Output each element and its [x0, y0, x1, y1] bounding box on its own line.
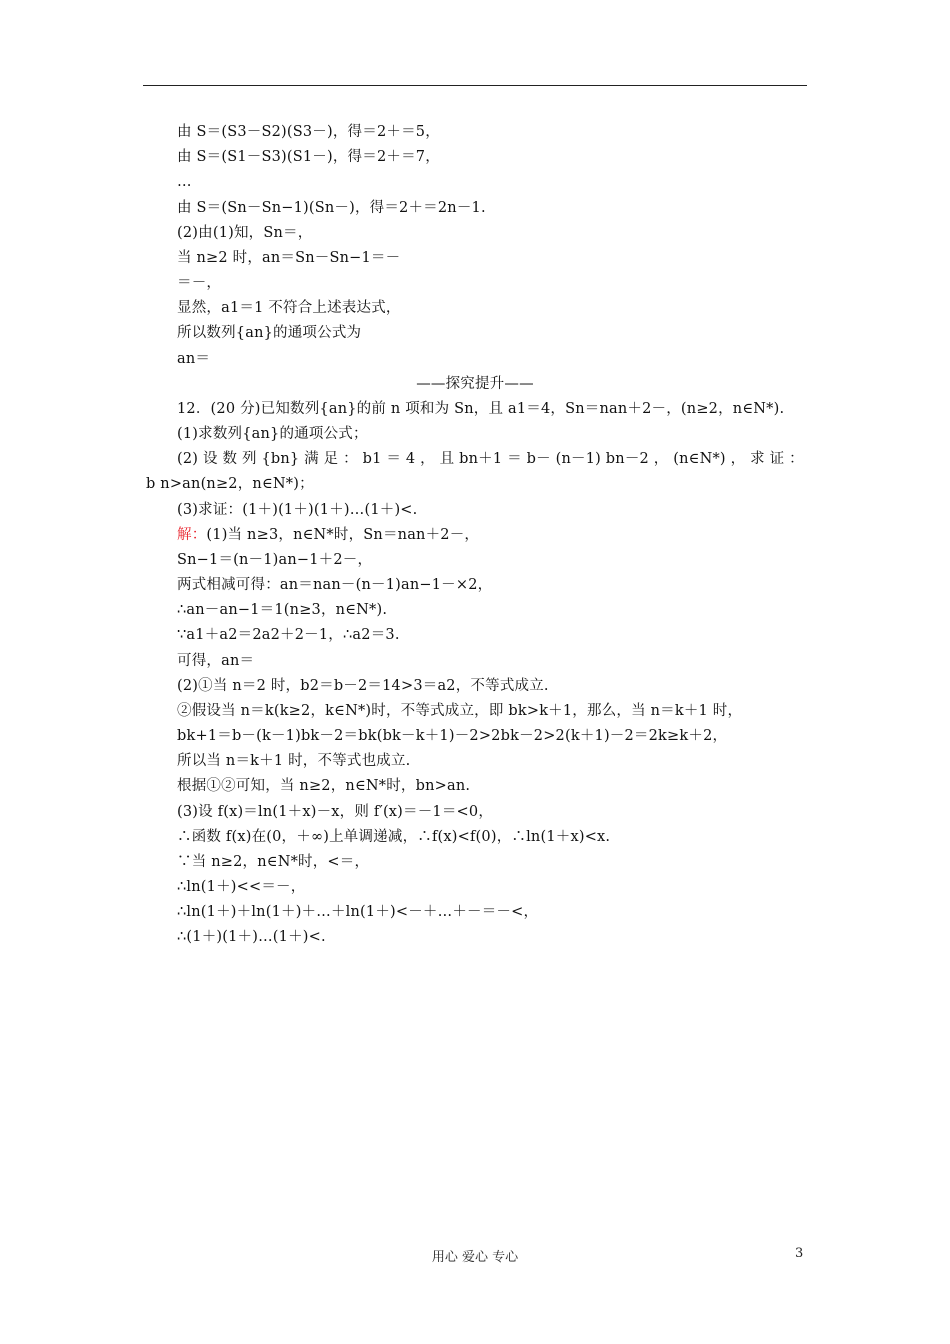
page-number: 3	[795, 1246, 804, 1261]
text-line: ∴an－an−1＝1(n≥3，n∈N*).	[177, 602, 388, 618]
text-line: 根据①②可知，当 n≥2，n∈N*时，bn>an.	[177, 778, 471, 794]
text-line: ∴ln(1＋)＋ln(1＋)＋…＋ln(1＋)<－＋…＋－＝－<，	[177, 904, 539, 920]
text-line: ＝－，	[177, 275, 222, 291]
header-rule	[143, 85, 807, 86]
text-line: bk+1＝b－(k－1)bk－2＝bk(bk－k＋1)－2>2bk－2>2(k＋1)－2＝2k≥k＋2，	[177, 728, 728, 744]
text-line: ∴(1＋)(1＋)…(1＋)<.	[177, 929, 326, 945]
text-line: 由 S＝(S3－S2)(S3－)，得＝2＋＝5，	[177, 124, 440, 140]
text-line: 显然，a1＝1 不符合上述表达式，	[177, 300, 401, 316]
text-line: an＝	[177, 351, 211, 367]
section-heading: ——探究提升——	[416, 376, 534, 392]
text-line: ∴ln(1＋)<<＝－，	[177, 879, 306, 895]
answer-label: 解：	[177, 527, 207, 543]
problem-statement: 12．(20 分)已知数列{an}的前 n 项和为 Sn，且 a1＝4，Sn＝nan＋2－，(n≥2，n∈N*).	[177, 401, 785, 417]
text-line: …	[177, 174, 192, 190]
text-line: (1)求数列{an}的通项公式；	[177, 426, 368, 442]
text-line: 所以当 n＝k＋1 时，不等式也成立.	[177, 753, 411, 769]
text-line: 当 n≥2 时，an＝Sn－Sn−1＝－	[177, 250, 401, 266]
text-line: 由 S＝(S1－S3)(S1－)，得＝2＋＝7，	[177, 149, 440, 165]
solution-first-line	[177, 523, 479, 547]
footer-text: 用心 爱心 专心	[431, 1250, 519, 1265]
text-line: 可得，an＝	[177, 653, 255, 669]
text-line: (1)当 n≥3，n∈N*时，Sn＝nan＋2－，	[206, 527, 480, 543]
text-line: ∵当 n≥2，n∈N*时，<＝，	[177, 854, 370, 870]
text-line: (3)设 f(x)＝ln(1＋x)－x，则 f′(x)＝－1＝<0，	[177, 804, 494, 820]
text-line: (2)①当 n＝2 时，b2＝b－2＝14>3＝a2，不等式成立.	[177, 678, 549, 694]
text-line: (2) 设 数 列 {bn} 满 足 ： b1 ＝ 4 ， 且 bn＋1 ＝ b－ (n－1) bn－2 ， (n∈N*) ， 求 证 ：	[177, 451, 804, 467]
text-line: ∵a1＋a2＝2a2＋2－1，∴a2＝3.	[177, 627, 400, 643]
text-line: (3)求证：(1＋)(1＋)(1＋)…(1＋)<.	[177, 502, 418, 518]
text-line: Sn−1＝(n－1)an−1＋2－，	[177, 552, 373, 568]
text-line: 所以数列{an}的通项公式为	[177, 325, 362, 341]
text-line: (2)由(1)知，Sn＝，	[177, 225, 313, 241]
text-line: b n>an(n≥2，n∈N*)；	[146, 476, 314, 492]
text-line: 由 S＝(Sn－Sn−1)(Sn－)，得＝2＋＝2n－1.	[177, 200, 486, 216]
text-line: 两式相减可得：an＝nan－(n－1)an−1－×2，	[177, 577, 493, 593]
text-line: ②假设当 n＝k(k≥2，k∈N*)时，不等式成立，即 bk>k＋1，那么，当 n＝k＋1 时，	[177, 703, 743, 719]
text-line: ∴函数 f(x)在(0，＋∞)上单调递减，∴f(x)<f(0)，∴ln(1＋x)<x.	[177, 829, 611, 845]
